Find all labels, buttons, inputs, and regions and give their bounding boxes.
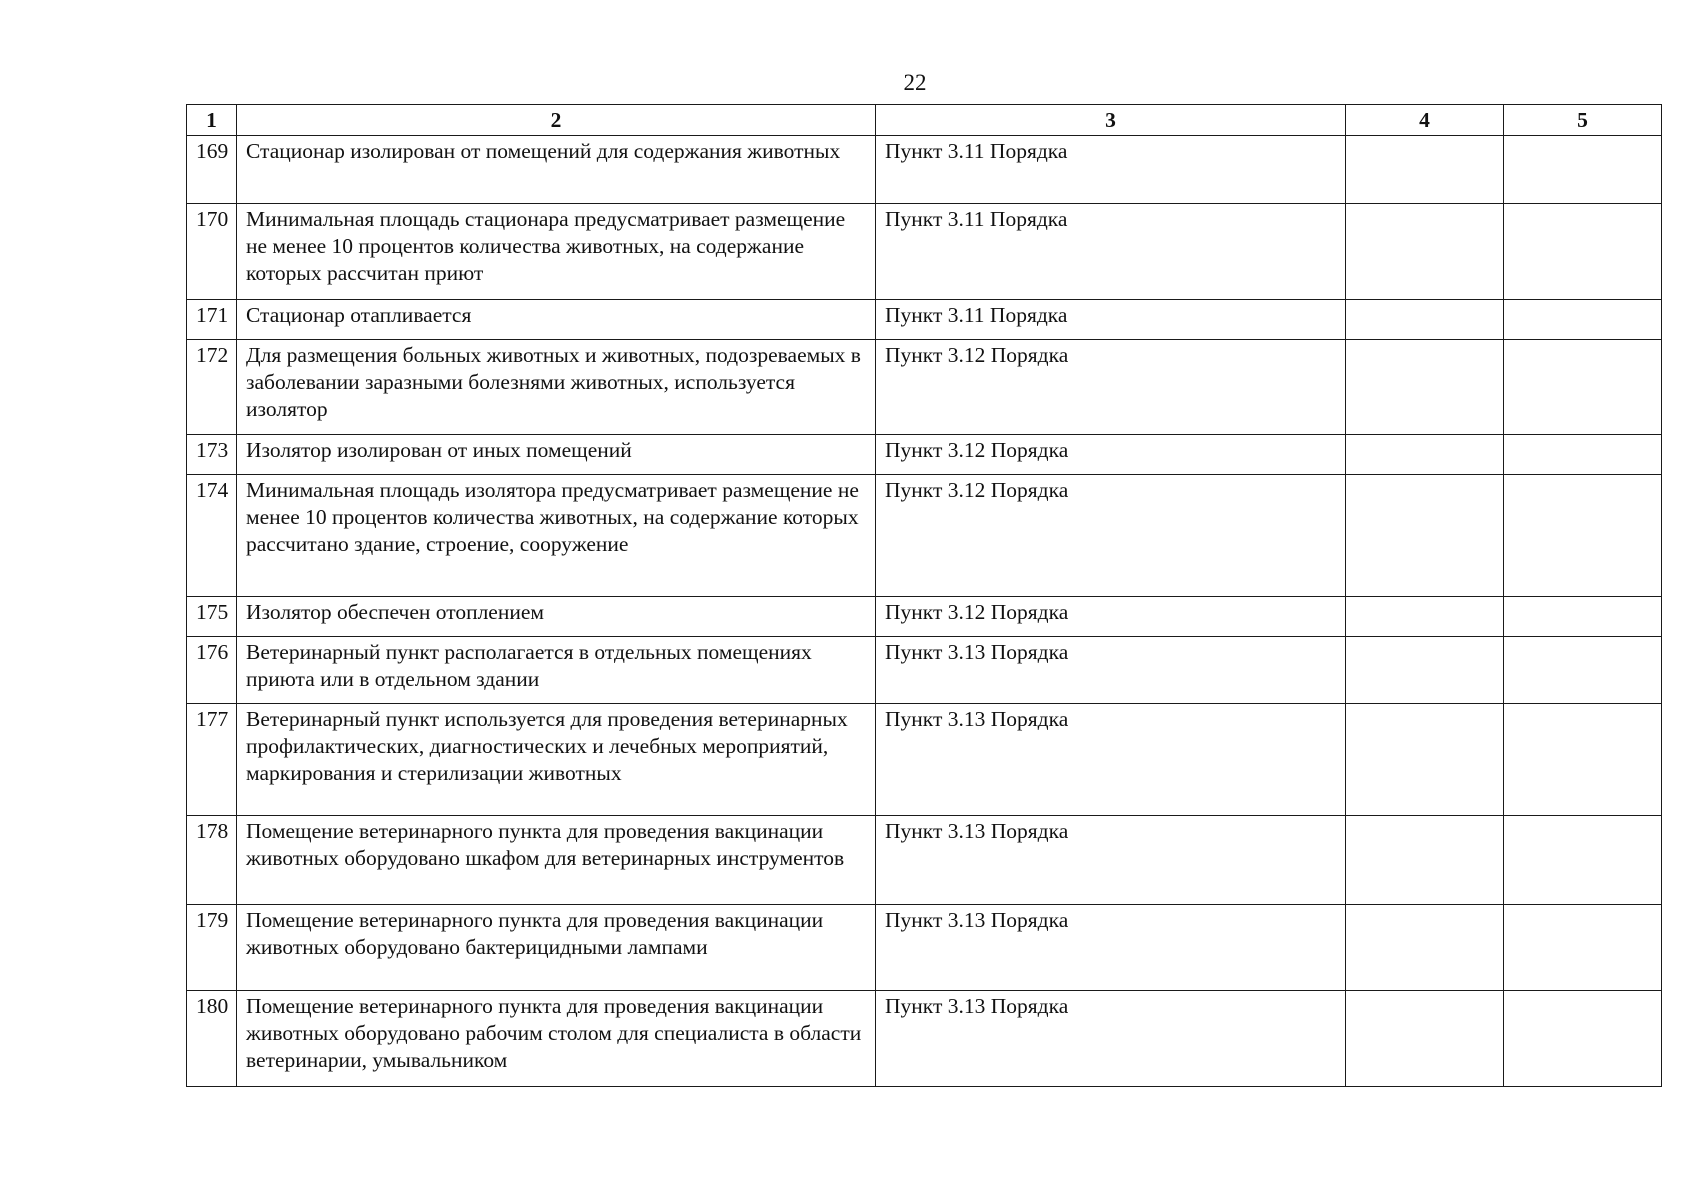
table-row <box>187 905 1662 991</box>
requirement-cell: Изолятор изолирован от иных помещений <box>237 435 876 475</box>
col5-cell <box>1504 991 1662 1087</box>
reference-cell: Пункт 3.12 Порядка <box>876 340 1346 435</box>
table-header-row <box>187 105 1662 136</box>
row-number: 174 <box>187 475 237 597</box>
table-row <box>187 475 1662 597</box>
reference-cell: Пункт 3.13 Порядка <box>876 816 1346 905</box>
table-row <box>187 704 1662 816</box>
col5-cell <box>1504 204 1662 300</box>
requirement-cell: Стационар отапливается <box>237 300 876 340</box>
row-number: 180 <box>187 991 237 1087</box>
col5-cell <box>1504 300 1662 340</box>
col4-cell <box>1346 991 1504 1087</box>
row-number: 175 <box>187 597 237 637</box>
reference-cell: Пункт 3.13 Порядка <box>876 905 1346 991</box>
table-row <box>187 637 1662 704</box>
col5-cell <box>1504 435 1662 475</box>
col4-cell <box>1346 597 1504 637</box>
col4-cell <box>1346 300 1504 340</box>
table-row <box>187 991 1662 1087</box>
table-row <box>187 136 1662 204</box>
col5-cell <box>1504 136 1662 204</box>
requirement-cell: Стационар изолирован от помещений для содержания животных <box>237 136 876 204</box>
requirement-cell: Ветеринарный пункт используется для проведения ветеринарных профилактических, диагностических и лечебных мероприятий, маркирования и стерилизации животных <box>237 704 876 816</box>
row-number: 172 <box>187 340 237 435</box>
col5-cell <box>1504 475 1662 597</box>
requirement-cell: Для размещения больных животных и животных, подозреваемых в заболевании заразными болезнями животных, используется изолятор <box>237 340 876 435</box>
header-col-2: 2 <box>237 105 876 136</box>
col4-cell <box>1346 136 1504 204</box>
col5-cell <box>1504 704 1662 816</box>
col4-cell <box>1346 435 1504 475</box>
table-row <box>187 816 1662 905</box>
table-row <box>187 435 1662 475</box>
header-col-3: 3 <box>876 105 1346 136</box>
col5-cell <box>1504 816 1662 905</box>
requirement-cell: Минимальная площадь изолятора предусматривает размещение не менее 10 процентов количества животных, на содержание которых рассчитано здание, строение, сооружение <box>237 475 876 597</box>
col5-cell <box>1504 597 1662 637</box>
header-col-1: 1 <box>187 105 237 136</box>
header-col-4: 4 <box>1346 105 1504 136</box>
col5-cell <box>1504 340 1662 435</box>
row-number: 179 <box>187 905 237 991</box>
row-number: 171 <box>187 300 237 340</box>
requirement-cell: Помещение ветеринарного пункта для проведения вакцинации животных оборудовано шкафом для ветеринарных инструментов <box>237 816 876 905</box>
reference-cell: Пункт 3.13 Порядка <box>876 637 1346 704</box>
col4-cell <box>1346 475 1504 597</box>
page-number: 22 <box>903 70 927 95</box>
requirements-table <box>186 104 1662 1087</box>
requirement-cell: Помещение ветеринарного пункта для проведения вакцинации животных оборудовано бактерицидными лампами <box>237 905 876 991</box>
reference-cell: Пункт 3.12 Порядка <box>876 597 1346 637</box>
col4-cell <box>1346 340 1504 435</box>
reference-cell: Пункт 3.11 Порядка <box>876 136 1346 204</box>
requirement-cell: Помещение ветеринарного пункта для проведения вакцинации животных оборудовано рабочим столом для специалиста в области ветеринарии, умывальником <box>237 991 876 1087</box>
col5-cell <box>1504 637 1662 704</box>
row-number: 173 <box>187 435 237 475</box>
table-row <box>187 300 1662 340</box>
reference-cell: Пункт 3.12 Порядка <box>876 435 1346 475</box>
reference-cell: Пункт 3.11 Порядка <box>876 300 1346 340</box>
col4-cell <box>1346 816 1504 905</box>
requirement-cell: Изолятор обеспечен отоплением <box>237 597 876 637</box>
col5-cell <box>1504 905 1662 991</box>
table-row <box>187 597 1662 637</box>
col4-cell <box>1346 637 1504 704</box>
col4-cell <box>1346 905 1504 991</box>
reference-cell: Пункт 3.13 Порядка <box>876 704 1346 816</box>
row-number: 169 <box>187 136 237 204</box>
requirement-cell: Минимальная площадь стационара предусматривает размещение не менее 10 процентов количества животных, на содержание которых рассчитан приют <box>237 204 876 300</box>
col4-cell <box>1346 704 1504 816</box>
table-row <box>187 340 1662 435</box>
reference-cell: Пункт 3.12 Порядка <box>876 475 1346 597</box>
row-number: 178 <box>187 816 237 905</box>
row-number: 170 <box>187 204 237 300</box>
reference-cell: Пункт 3.11 Порядка <box>876 204 1346 300</box>
table-row <box>187 204 1662 300</box>
row-number: 176 <box>187 637 237 704</box>
col4-cell <box>1346 204 1504 300</box>
reference-cell: Пункт 3.13 Порядка <box>876 991 1346 1087</box>
header-col-5: 5 <box>1504 105 1662 136</box>
requirement-cell: Ветеринарный пункт располагается в отдельных помещениях приюта или в отдельном здании <box>237 637 876 704</box>
row-number: 177 <box>187 704 237 816</box>
